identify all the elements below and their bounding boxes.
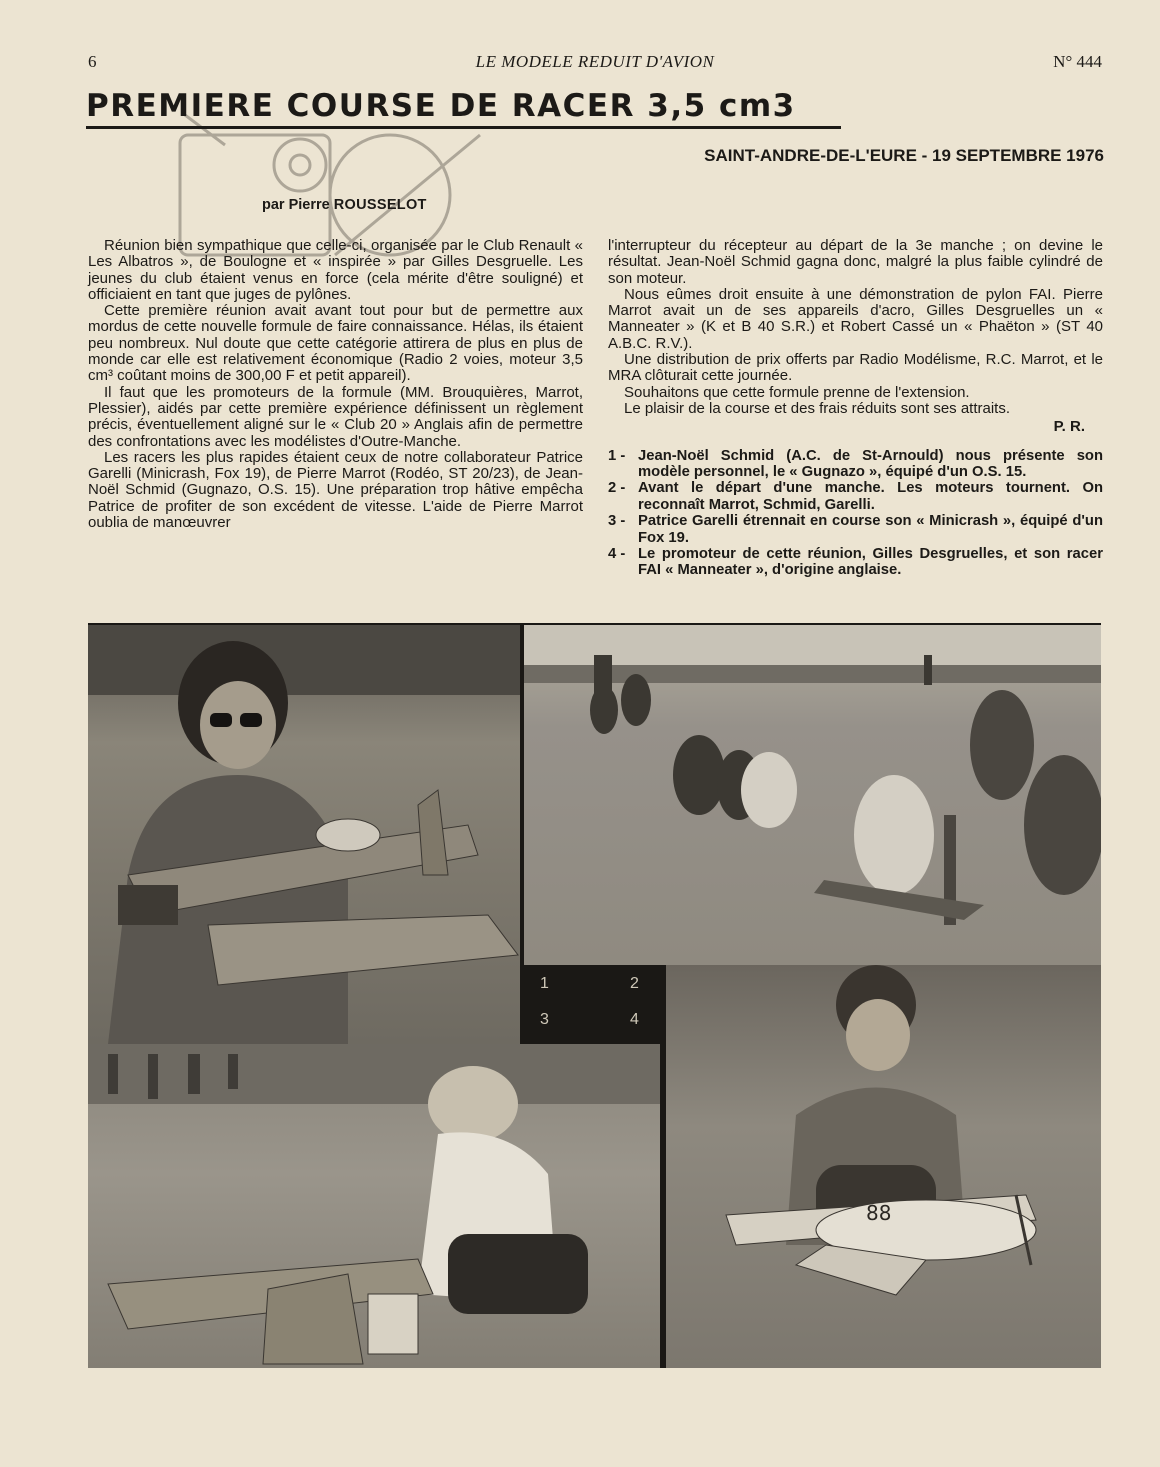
paragraph: Le plaisir de la course et des frais réduits sont ses attraits. xyxy=(624,399,1011,417)
paragraph: Les racers les plus rapides étaient ceux de notre collaborateur Patrice Garelli (Minicrash, Fox 19), de Pierre Marrot (Rodéo, ST 20/23), de Jean-Noël Schmid (Gugnazo, O.S. 15). Une préparation trop hâtive empêcha Patrice de profiter de son excédent de vitesse. L'aide de Pierre Marrot oublia de manœuvrer xyxy=(88,448,583,532)
article-column-left xyxy=(88,238,583,531)
caption-text: Le promoteur de cette réunion, Gilles Desgruelles, et son racer FAI « Manneater », d'origine anglaise. xyxy=(638,546,1103,579)
photo-3-image xyxy=(88,1044,660,1368)
photo-key-3: 3 xyxy=(540,1011,549,1028)
caption-4 xyxy=(608,546,1103,579)
magazine-title: LE MODELE REDUIT D'AVION xyxy=(475,52,715,71)
page-number: 6 xyxy=(88,52,97,71)
photo-captions xyxy=(608,448,1103,579)
photo-4-desgruelles-manneater xyxy=(666,965,1101,1368)
caption-number: 3 - xyxy=(608,513,626,530)
caption-2 xyxy=(608,480,1103,513)
paragraph: Cette première réunion avait avant tout pour but de permettre aux mordus de cette nouvelle formule de faire connaissance. Hélas, ils étaient peu nombreux. Nul doute que cette catégorie attirera de plus en plus de monde car elle est relativement économique (Radio 2 voies, moteur 3,5 cm³ coûtant moins de 300,00 F et petit appareil). xyxy=(88,302,583,385)
caption-text: Jean-Noël Schmid (A.C. de St-Arnould) nous présente son modèle personnel, le « Gugnazo », équipé d'un O.S. 15. xyxy=(638,447,1103,480)
byline xyxy=(262,197,427,213)
paragraph: Souhaitons que cette formule prenne de l'extension. xyxy=(624,383,970,401)
photo-4-image xyxy=(666,965,1101,1368)
byline-prefix: par Pierre xyxy=(262,197,330,213)
photo-3-garelli-minicrash xyxy=(88,1044,660,1368)
photo-key-1: 1 xyxy=(540,975,549,992)
paragraph: Réunion bien sympathique que celle-ci, organisée par le Club Renault « Les Albatros », de Boulogne et « inspirée » par Gilles Desgruelle. Les jeunes du club étaient venus en force (cela mérite d'être souligné) et officiaient en tant que juges de pylônes. xyxy=(88,237,583,303)
caption-number: 1 - xyxy=(608,447,626,464)
plane-number: 88 xyxy=(866,1201,892,1225)
photo-1-schmid-gugnazo xyxy=(88,625,520,1044)
article-column-right xyxy=(608,238,1103,579)
issue-number: N° 444 xyxy=(1053,52,1102,71)
event-line: SAINT-ANDRE-DE-L'EURE - 19 SEPTEMBRE 1976 xyxy=(704,146,1104,165)
photo-key-4: 4 xyxy=(630,1011,639,1028)
caption-1 xyxy=(608,448,1103,481)
caption-3 xyxy=(608,513,1103,546)
photo-key xyxy=(520,965,666,1045)
caption-number: 2 - xyxy=(608,480,626,497)
photo-2-image xyxy=(524,625,1101,965)
photo-key-2: 2 xyxy=(630,975,639,992)
caption-text: Patrice Garelli étrennait en course son « Minicrash », équipé d'un Fox 19. xyxy=(638,513,1103,546)
photo-collage xyxy=(88,623,1101,1368)
paragraph: Nous eûmes droit ensuite à une démonstration de pylon FAI. Pierre Marrot avait un de ses appareils d'acro, Gilles Desgruelles un « Manneater » (K et B 40 S.R.) et Robert Cassé un « Phaëton » (ST 40 A.B.C. R.V.). xyxy=(608,285,1103,352)
caption-number: 4 - xyxy=(608,546,626,562)
byline-author: ROUSSELOT xyxy=(333,197,427,213)
author-signature: P. R. xyxy=(1053,418,1085,436)
caption-text: Avant le départ d'une manche. Les moteurs tournent. On reconnaît Marrot, Schmid, Garelli. xyxy=(638,480,1103,513)
paragraph: Une distribution de prix offerts par Radio Modélisme, R.C. Marrot, et le MRA clôturait cette journée. xyxy=(608,351,1103,385)
photo-1-image xyxy=(88,625,520,1044)
article-headline: PREMIERE COURSE DE RACER 3,5 cm3 xyxy=(86,88,841,129)
photo-2-start-line xyxy=(524,625,1101,965)
paragraph: Il faut que les promoteurs de la formule (MM. Brouquières, Marrot, Plessier), aidés par cette première expérience définissent un règlement précis, éventuellement aligné sur le « Club 20 » Anglais afin de permettre des confrontations avec les modélistes d'Outre-Manche. xyxy=(88,383,583,450)
paragraph-continuation: l'interrupteur du récepteur au départ de la 3e manche ; on devine le résultat. Jean-Noël Schmid gagna donc, malgré la plus faible cylindré de son moteur. xyxy=(608,237,1103,287)
